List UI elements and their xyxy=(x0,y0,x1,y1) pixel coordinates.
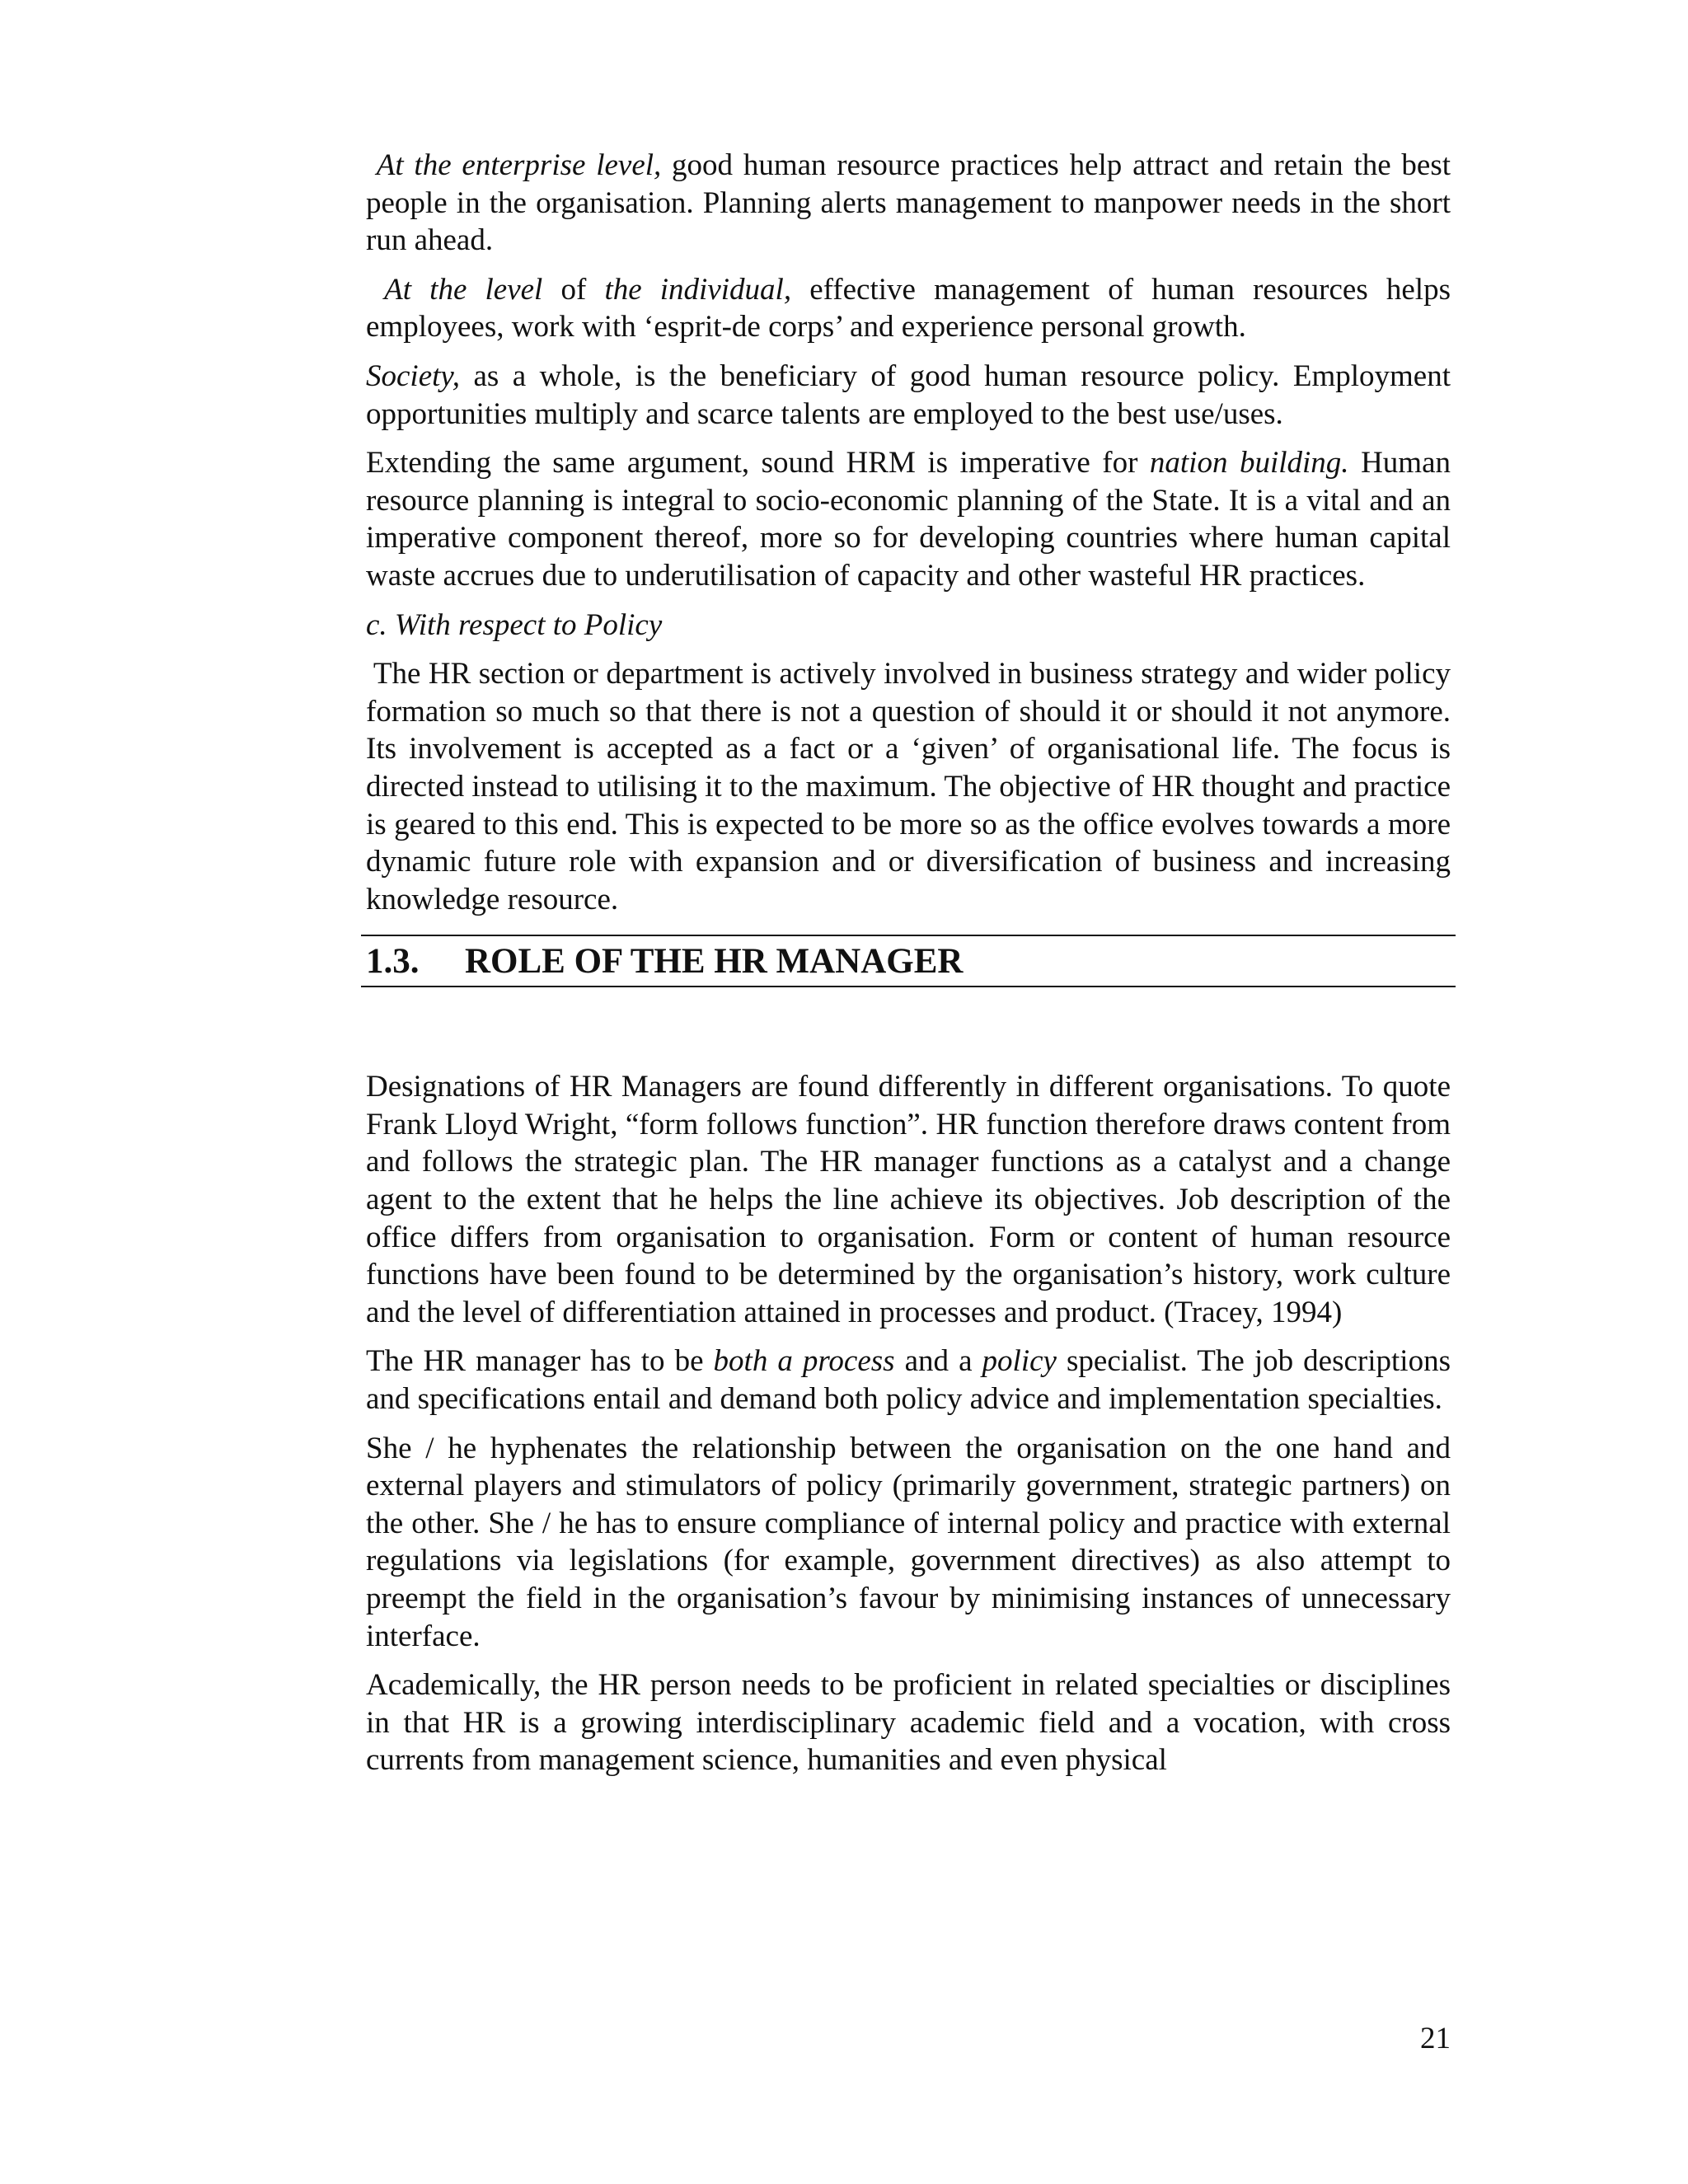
italic-run: both a process xyxy=(713,1344,895,1379)
section-title: ROLE OF THE HR MANAGER xyxy=(465,942,964,982)
text-run: specialist. The job descriptions and specifications entail and demand both policy advice and implementation specialties. xyxy=(366,1344,1451,1417)
paragraph-society xyxy=(366,358,1451,433)
paragraph-nation-building xyxy=(366,444,1451,594)
text-run: good human resource practices help attract and retain the best people in the organisation. Planning alerts management to manpower needs in the short run ahead. xyxy=(366,148,1451,258)
section-number: 1.3. xyxy=(366,942,420,982)
text-run: The HR section or department is actively involved in business strategy and wider policy formation so much so that there is not a question of should it or should it not anymore. Its involvement is accepted as a fact or a ‘given’ of organisational life. The focus is directed instead to utilising it to the maximum. The objective of HR thought and practice is geared to this end. This is expected to be more so as the office evolves towards a more dynamic future role with expansion and or diversification of business and increasing knowledge resource. xyxy=(366,657,1451,916)
section-heading xyxy=(361,935,1456,987)
bottom-paragraphs xyxy=(366,1068,1451,1779)
text-run: of xyxy=(542,272,605,307)
italic-run: nation building. xyxy=(1149,446,1349,480)
top-paragraphs xyxy=(366,147,1451,595)
text-run: The HR manager has to be xyxy=(366,1344,714,1379)
paragraph-policy xyxy=(366,655,1451,918)
text-run: Designations of HR Managers are found differently in different organisations. To quote Frank Lloyd Wright, “form follows function”. HR function therefore draws content from and follows the strategic plan. The HR manager functions as a catalyst and a change agent to the extent that he helps the line achieve its objectives. Job description of the office differs from organisation to organisation. Form or content of human resource functions have been found to be determined by the organisation’s history, work culture and the level of differentiation attained in processes and product. (Tracey, 1994) xyxy=(366,1070,1451,1329)
leading-space xyxy=(366,273,384,307)
italic-run: Society, xyxy=(366,359,461,393)
subheading-policy: c. With respect to Policy xyxy=(366,607,663,642)
leading-space xyxy=(366,657,373,691)
italic-run: At the enterprise level, xyxy=(376,148,662,182)
leading-space xyxy=(366,148,377,182)
paragraph-enterprise-level xyxy=(366,147,1451,260)
italic-run: At the level xyxy=(384,272,543,307)
text-run: effective management of human resources helps employees, work with ‘esprit-de corps’ and experience personal growth. xyxy=(366,272,1451,344)
text-run: Human resource planning is integral to socio-economic planning of the State. It is a vital and an imperative component thereof, more so for developing countries where human capital waste accrues due to underutilisation of capacity and other wasteful HR practices. xyxy=(366,446,1451,593)
page-number: 21 xyxy=(1420,2022,1451,2055)
paragraph-individual-level xyxy=(366,271,1451,346)
paragraph-designations xyxy=(366,1068,1451,1331)
text-run: as a whole, is the beneficiary of good human resource policy. Employment opportunities multiply and scarce talents are employed to the best use/uses. xyxy=(366,359,1451,431)
page-content xyxy=(366,147,1451,1791)
paragraph-relationship xyxy=(366,1430,1451,1656)
text-run: and a xyxy=(894,1344,982,1379)
italic-run: the individual, xyxy=(604,272,792,307)
spacer xyxy=(366,987,1451,1068)
text-run: Extending the same argument, sound HRM is imperative for xyxy=(366,446,1150,480)
paragraph-process-policy-specialist xyxy=(366,1343,1451,1418)
italic-run: policy xyxy=(982,1344,1057,1379)
text-run: She / he hyphenates the relationship between the organisation on the one hand and external players and stimulators of policy (primarily government, strategic partners) on the other. She / he has to ensure compliance of internal policy and practice with external regulations via legislations (for example, government directives) as also attempt to preempt the field in the organisation’s favour by minimising instances of unnecessary interface. xyxy=(366,1431,1451,1653)
text-run: Academically, the HR person needs to be proficient in related specialties or disciplines in that HR is a growing interdisciplinary academic field and a vocation, with cross currents from management science, humanities and even physical xyxy=(366,1668,1451,1778)
paragraph-academically xyxy=(366,1666,1451,1779)
